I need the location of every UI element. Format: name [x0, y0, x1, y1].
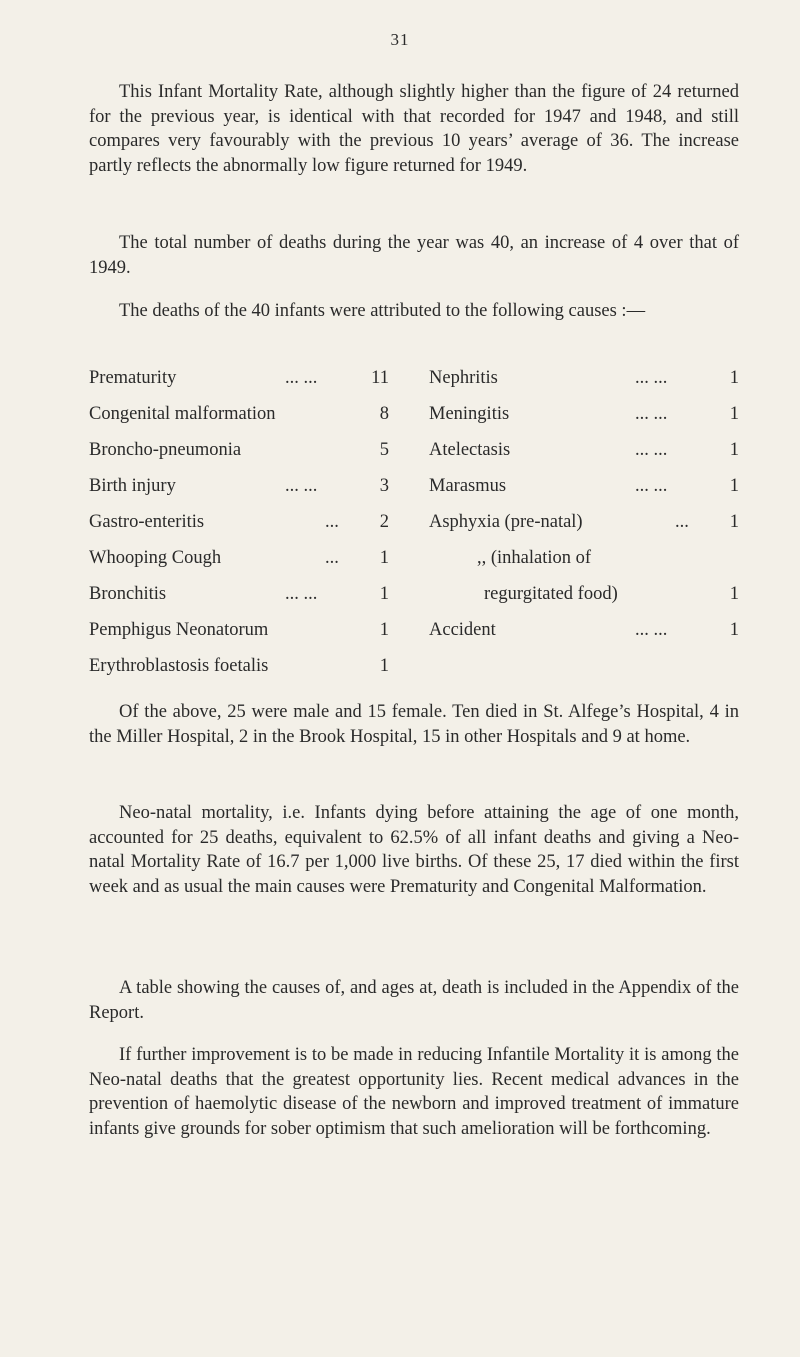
cause-name: Atelectasis: [429, 440, 511, 460]
leader-dots: ... ...: [635, 440, 668, 460]
page-number: 31: [390, 30, 410, 49]
cause-count: 3: [379, 476, 389, 496]
causes-right-column: [429, 360, 739, 648]
cause-row: [429, 612, 739, 648]
cause-name: Prematurity: [89, 368, 177, 388]
paragraph-infant-mortality-rate: This Infant Mortality Rate, although slightly higher than the figure of 24 returned for the previous year, is identical with that recorded for 1947 and 1948, and still compares very favourably with the previous 10 years’ average of 36. The increase partly reflects the abnormally low figure returned for 1949.: [89, 82, 739, 176]
cause-row: [429, 504, 739, 540]
cause-name: Birth injury: [89, 476, 176, 496]
leader-dots: ... ...: [285, 584, 318, 604]
cause-row: [89, 432, 389, 468]
cause-row: [429, 360, 739, 396]
paragraph-causes-intro: The deaths of the 40 infants were attributed to the following causes :—: [119, 301, 646, 321]
cause-name: Whooping Cough: [89, 548, 222, 568]
cause-row: [89, 468, 389, 504]
cause-count: 11: [371, 368, 389, 388]
cause-count: 1: [729, 368, 739, 388]
cause-name: Nephritis: [429, 368, 498, 388]
cause-name: Marasmus: [429, 476, 507, 496]
paragraph-appendix-table: A table showing the causes of, and ages at, death is included in the Appendix of the Report.: [89, 978, 739, 1023]
cause-count: 8: [379, 404, 389, 424]
cause-row: [89, 360, 389, 396]
paragraph-neo-natal-mortality: Neo-natal mortality, i.e. Infants dying before attaining the age of one month, accounted for 25 deaths, equivalent to 62.5% of all infant deaths and giving a Neo-natal Mortality Rate of 16.7 per 1,000 live births. Of these 25, 17 died within the first week and as usual the main causes were Prematurity and Congenital Malformation.: [89, 803, 739, 897]
leader-dots: ... ...: [635, 404, 668, 424]
paragraph-further-improvement: If further improvement is to be made in reducing Infantile Mortality it is among the Neo-natal deaths that the greatest opportunity lies. Recent medical advances in the prevention of haemolytic disease of the newborn and improved treatment of immature infants give grounds for sober optimism that such amelioration will be forthcoming.: [89, 1045, 739, 1139]
cause-name: regurgitated food): [484, 584, 618, 604]
leader-dots: ... ...: [635, 620, 668, 640]
causes-left-column: [89, 360, 389, 684]
cause-name: Gastro-enteritis: [89, 512, 205, 532]
cause-count: 1: [729, 476, 739, 496]
leader-dots: ... ...: [285, 476, 318, 496]
cause-row: [89, 504, 389, 540]
cause-row: [89, 612, 389, 648]
cause-row: [89, 576, 389, 612]
cause-row: [89, 396, 389, 432]
cause-row: [429, 468, 739, 504]
cause-name: Bronchitis: [89, 584, 167, 604]
cause-row: [429, 432, 739, 468]
cause-row: [429, 396, 739, 432]
cause-row: [89, 648, 389, 684]
cause-name: Accident: [429, 620, 496, 640]
cause-count: 1: [379, 584, 389, 604]
leader-dots: ...: [675, 512, 689, 532]
cause-name: Meningitis: [429, 404, 510, 424]
paragraph-sex-and-place: Of the above, 25 were male and 15 female. Ten died in St. Alfege’s Hospital, 4 in the Miller Hospital, 2 in the Brook Hospital, 15 in other Hospitals and 9 at home.: [89, 702, 739, 747]
cause-name: ,, (inhalation of: [477, 548, 592, 568]
cause-count: 1: [379, 656, 389, 676]
cause-name: Asphyxia (pre-natal): [429, 512, 583, 532]
paragraph-total-deaths: The total number of deaths during the year was 40, an increase of 4 over that of 1949.: [89, 233, 739, 278]
leader-dots: ...: [325, 512, 339, 532]
leader-dots: ...: [325, 548, 339, 568]
cause-row: [429, 540, 739, 576]
cause-name: Pemphigus Neonatorum: [89, 620, 269, 640]
cause-count: 2: [379, 512, 389, 532]
cause-name: Erythroblastosis foetalis: [89, 656, 269, 676]
cause-row: [89, 540, 389, 576]
leader-dots: ... ...: [635, 476, 668, 496]
cause-count: 5: [379, 440, 389, 460]
cause-count: 1: [729, 404, 739, 424]
leader-dots: ... ...: [285, 368, 318, 388]
cause-name: Congenital malformation: [89, 404, 276, 424]
cause-row: [429, 576, 739, 612]
cause-count: 1: [729, 584, 739, 604]
cause-name: Broncho-pneumonia: [89, 440, 242, 460]
cause-count: 1: [379, 548, 389, 568]
cause-count: 1: [729, 440, 739, 460]
leader-dots: ... ...: [635, 368, 668, 388]
cause-count: 1: [729, 512, 739, 532]
cause-count: 1: [379, 620, 389, 640]
cause-count: 1: [729, 620, 739, 640]
